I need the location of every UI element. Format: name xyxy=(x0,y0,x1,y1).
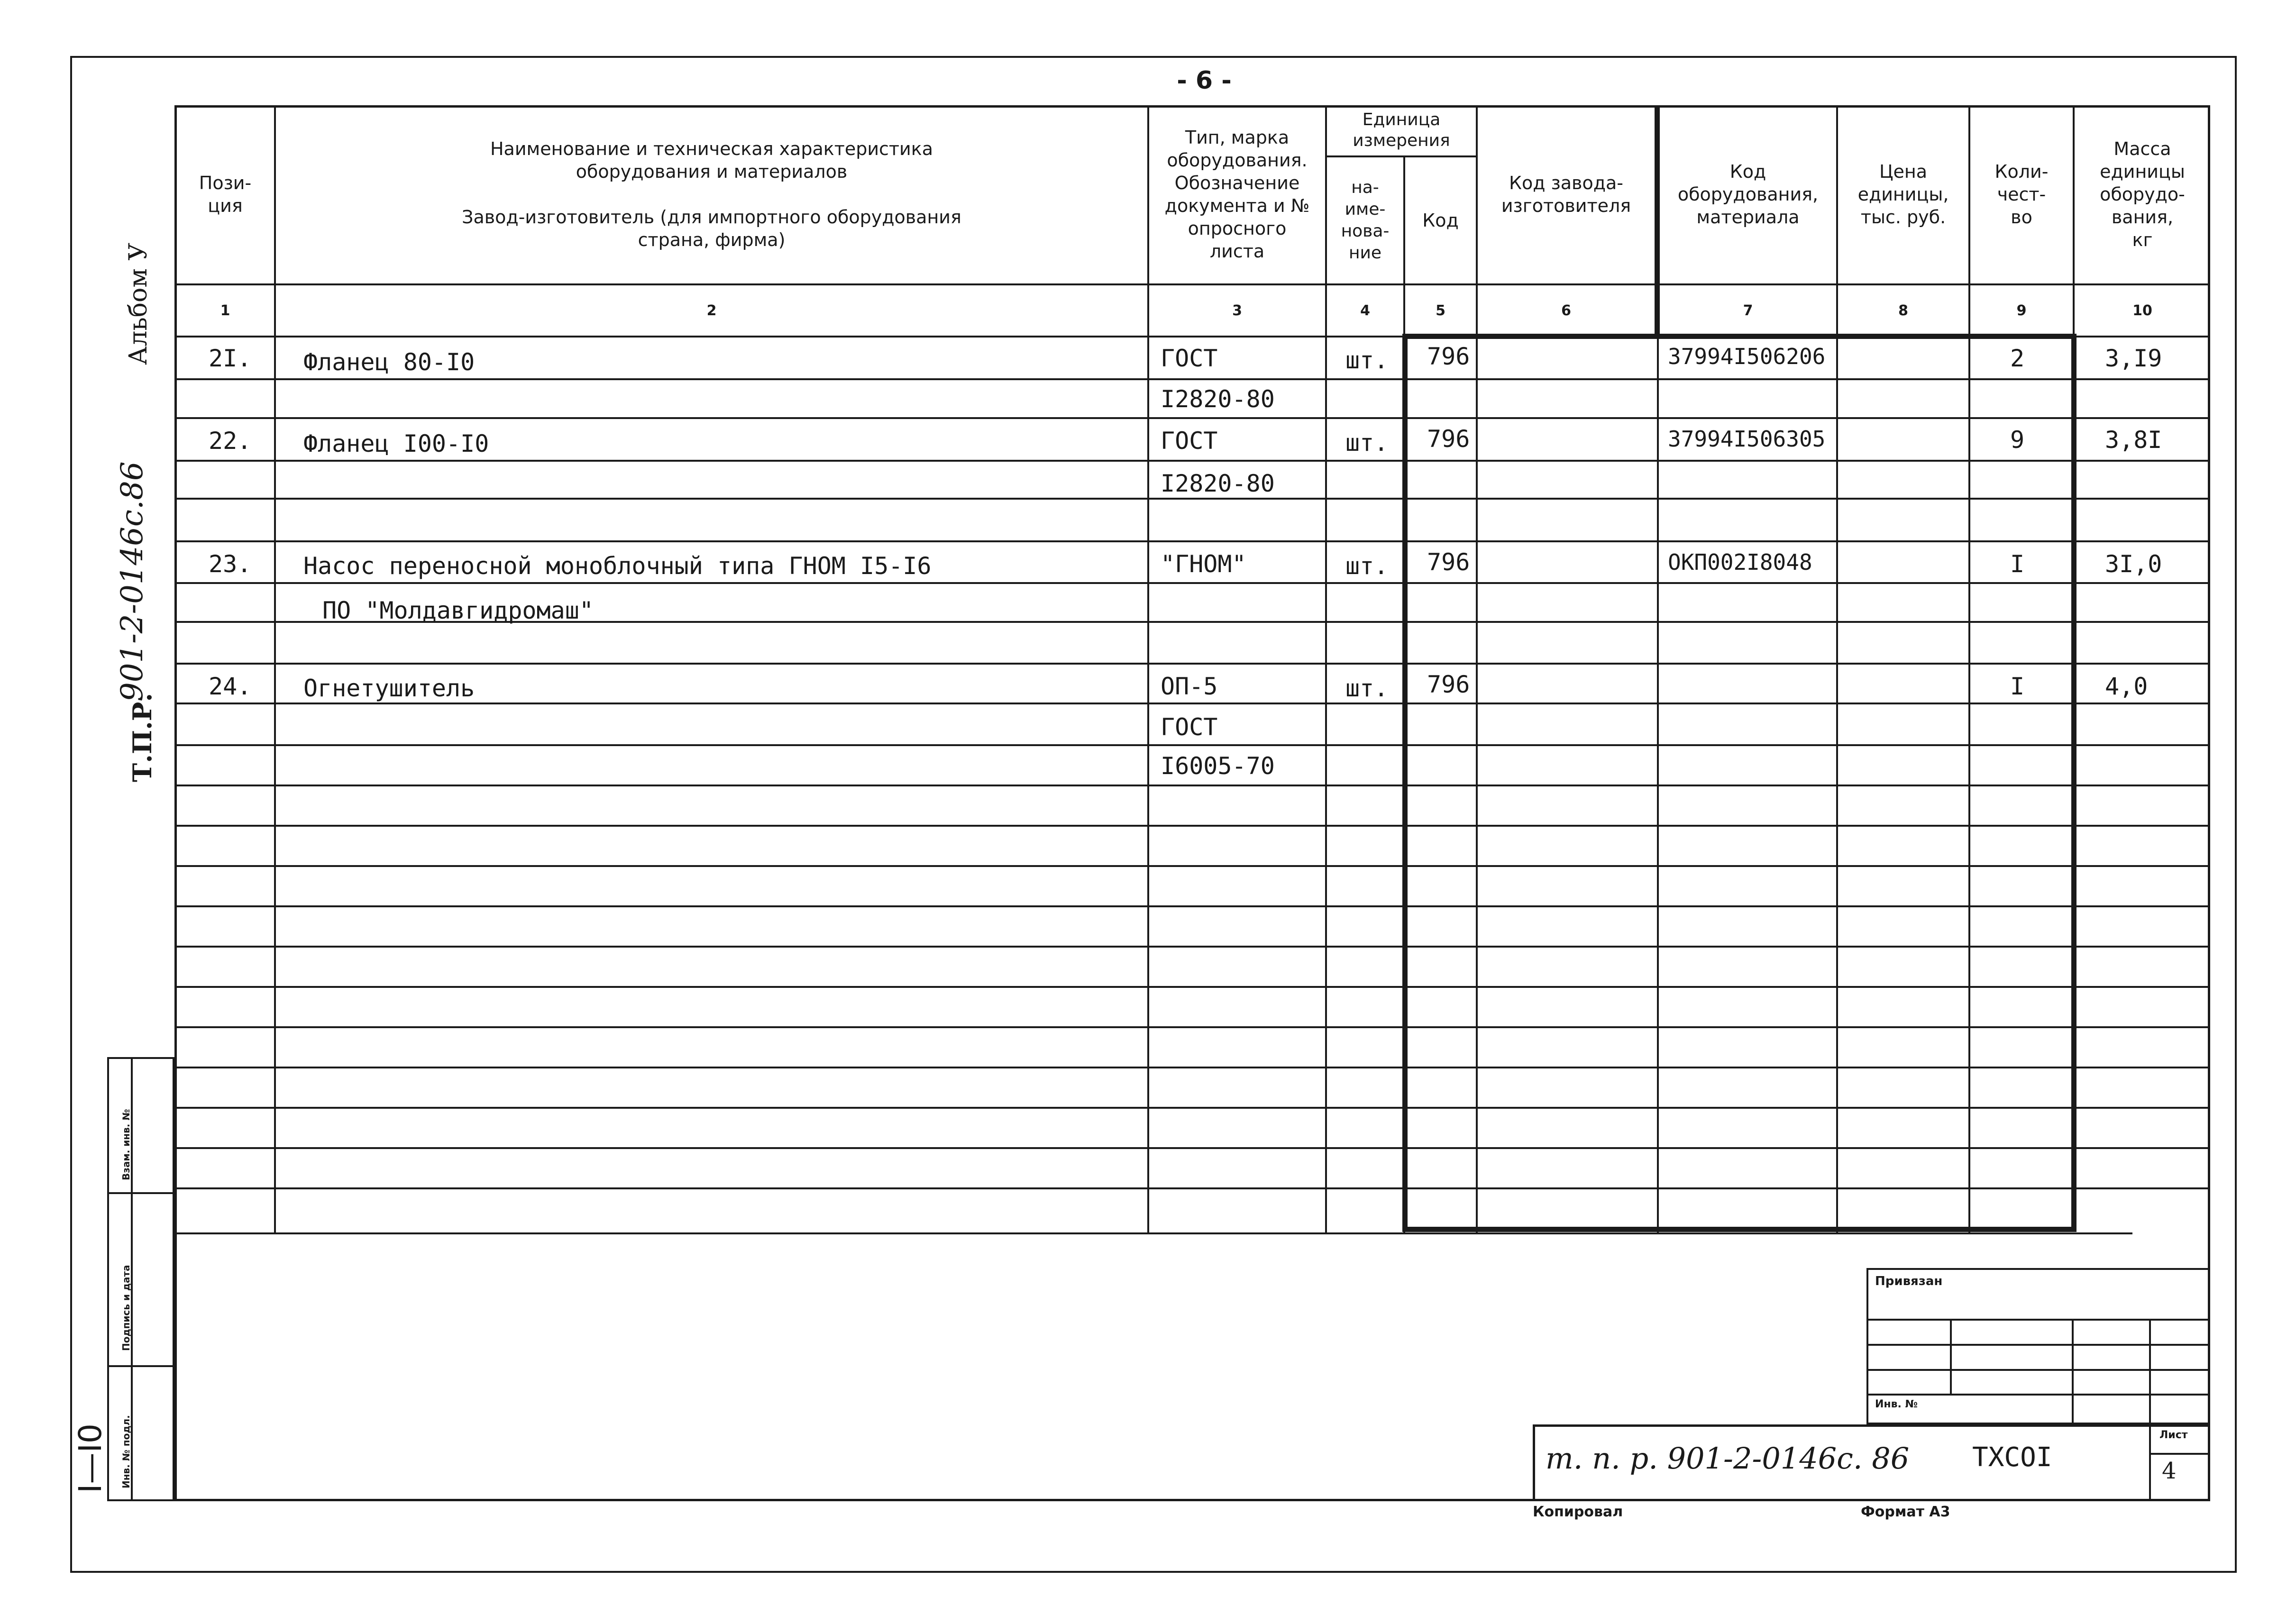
row23-name-2: ПО "Молдавгидромаш" xyxy=(322,597,594,624)
row24-qty: I xyxy=(2010,673,2025,700)
row22-name: Фланец I00-I0 xyxy=(303,430,489,457)
row22-code: 796 xyxy=(1427,425,1470,453)
doc-mark: ТХСОI xyxy=(1972,1442,2052,1473)
copied-label: Копировал xyxy=(1533,1504,1623,1520)
bound-stamp xyxy=(1866,1268,2210,1424)
header-maker-code: Код завода- изготовителя xyxy=(1501,173,1631,216)
stamp-line xyxy=(1866,1344,2210,1346)
row23-mass: 3I,0 xyxy=(2105,550,2162,578)
table-bottom-line xyxy=(174,1232,2132,1234)
row21-type-2: I2820-80 xyxy=(1161,385,1275,413)
header-name: Наименование и техническая характеристика оборудования и материалов Завод-изготовитель (для импортного оборудования страна, фирма) xyxy=(462,138,961,250)
stamp-line xyxy=(1866,1319,2210,1321)
row24-type-2: ГОСТ xyxy=(1161,713,1218,741)
row21-pos: 2I. xyxy=(209,345,252,372)
row22-pos: 22. xyxy=(209,427,252,455)
inv-replaced-label: Взам. инв. № xyxy=(120,1109,132,1180)
header-unit-code: Код xyxy=(1422,210,1459,231)
row23-qty: I xyxy=(2010,550,2025,578)
row21-name: Фланец 80-I0 xyxy=(303,348,475,376)
strip-line xyxy=(107,1365,174,1367)
page-number: - 6 - xyxy=(1177,66,1232,95)
sheet-number: 4 xyxy=(2162,1458,2177,1484)
doc-code: т. п. р. 901-2-0146с. 86 xyxy=(1546,1441,1910,1476)
row24-type: ОП-5 xyxy=(1161,673,1218,700)
approval-strip xyxy=(107,1057,174,1501)
row22-equip-code: 37994I506305 xyxy=(1668,426,1826,452)
column-number: 6 xyxy=(1561,302,1571,319)
column-number: 10 xyxy=(2132,302,2152,319)
row24-type-3: I6005-70 xyxy=(1161,752,1275,780)
row21-equip-code: 37994I506206 xyxy=(1668,344,1826,369)
row22-qty: 9 xyxy=(2010,426,2025,454)
row23-type: "ГНОМ" xyxy=(1161,550,1246,578)
column-number: 9 xyxy=(2016,302,2027,319)
project-code-label: 901-2-0146с.86 xyxy=(115,461,150,702)
sheet-label: Лист xyxy=(2159,1429,2188,1441)
row23-code: 796 xyxy=(1427,548,1470,576)
stamp-col xyxy=(2072,1319,2074,1424)
row21-code: 796 xyxy=(1427,343,1470,370)
row23-pos: 23. xyxy=(209,550,252,578)
column-number: 8 xyxy=(1898,302,1908,319)
header-qty: Коли- чест- во xyxy=(1994,161,2049,228)
bound-label: Привязан xyxy=(1875,1274,1943,1288)
header-price: Цена единицы, тыс. руб. xyxy=(1857,161,1949,228)
row24-unit: шт. xyxy=(1345,675,1389,702)
row21-qty: 2 xyxy=(2010,345,2025,372)
column-number: 2 xyxy=(706,302,717,319)
row24-mass: 4,0 xyxy=(2105,673,2148,700)
sheet-split-line xyxy=(2149,1453,2210,1455)
row23-name: Насос переносной моноблочный типа ГНОМ I5-I6 xyxy=(303,552,932,580)
inv-original-label: Инв. № подл. xyxy=(120,1415,132,1488)
column-number: 1 xyxy=(220,302,230,319)
header-type: Тип, марка оборудования. Обозначение документа и № опросного листа xyxy=(1164,127,1310,262)
column-number: 3 xyxy=(1232,302,1242,319)
header-mass: Масса единицы оборудо- вания, кг xyxy=(2100,138,2185,250)
highlight-box xyxy=(1402,334,2076,1232)
header-position: Пози- ция xyxy=(199,173,252,216)
column-number: 7 xyxy=(1743,302,1753,319)
project-label: Т.П.Р. xyxy=(127,693,157,782)
stamp-line xyxy=(1866,1394,2210,1396)
header-unit-name: на- име- нова- ние xyxy=(1341,178,1390,263)
header-unit: Единица измерения xyxy=(1353,110,1450,150)
sheet-mark: I—I0 xyxy=(72,1423,109,1493)
row22-unit: шт. xyxy=(1345,429,1389,456)
column-number: 5 xyxy=(1436,302,1445,319)
signature-date-label: Подпись и дата xyxy=(120,1265,132,1351)
inv-no-label: Инв. № xyxy=(1875,1398,1918,1410)
row21-mass: 3,I9 xyxy=(2105,345,2162,372)
stamp-line xyxy=(1866,1369,2210,1371)
strip-line xyxy=(107,1192,174,1194)
column-number: 4 xyxy=(1360,302,1370,319)
album-label: Альбом У xyxy=(124,243,153,365)
row24-name: Огнетушитель xyxy=(303,675,475,702)
row24-code: 796 xyxy=(1427,671,1470,698)
row22-mass: 3,8I xyxy=(2105,426,2162,454)
row23-equip-code: ОКП002I8048 xyxy=(1668,549,1812,575)
stamp-col xyxy=(1950,1319,1952,1394)
row22-type: ГОСТ xyxy=(1161,427,1218,455)
row21-unit: шт. xyxy=(1345,347,1389,374)
row21-type: ГОСТ xyxy=(1161,345,1218,372)
row23-unit: шт. xyxy=(1345,552,1389,580)
row22-type-2: I2820-80 xyxy=(1161,470,1275,497)
col-line xyxy=(1655,105,1660,336)
header-equip-code: Код оборудования, материала xyxy=(1677,161,1819,228)
format-label: Формат А3 xyxy=(1861,1504,1950,1520)
row24-pos: 24. xyxy=(209,673,252,700)
